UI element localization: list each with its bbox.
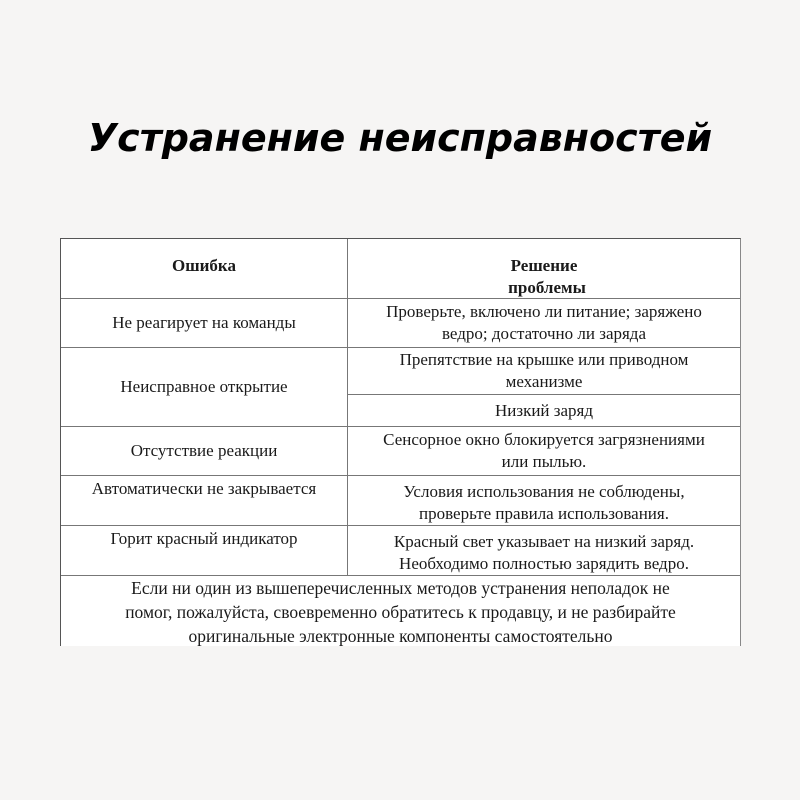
error-cell: [61, 427, 348, 475]
solution-text-line1: Красный свет указывает на низкий заряд.: [393, 531, 695, 551]
header-error-label: Ошибка: [172, 256, 236, 275]
solution-text-line1: Сенсорное окно блокируется загрязнениями: [383, 430, 705, 449]
solution-text-line2: механизме: [505, 372, 583, 391]
solution-text: Низкий заряд: [494, 401, 594, 420]
troubleshooting-table: [60, 238, 741, 646]
error-cell: [61, 476, 348, 525]
page-title: Устранение неисправностей: [87, 116, 713, 160]
table-header-row: [61, 239, 740, 299]
header-solution-line1: Решение: [510, 256, 578, 275]
solution-text-line2: Необходимо полностью зарядить ведро.: [399, 553, 689, 573]
error-cell: [61, 299, 348, 347]
solution-cell: [348, 476, 740, 525]
error-cell: [61, 526, 348, 575]
footer-note: [61, 576, 740, 647]
error-cell: [61, 348, 348, 426]
footer-note-line1: Если ни один из вышеперечисленных методов устранения неполадок не: [131, 577, 670, 598]
solution-text-line2: ведро; достаточно ли заряда: [442, 324, 646, 343]
table-row: [61, 476, 740, 526]
solution-cell: [348, 427, 740, 475]
table-row: [61, 299, 740, 348]
error-text: Автоматически не закрывается: [91, 479, 317, 498]
table-row: [61, 348, 740, 427]
solution-text-line2: проверьте правила использования.: [419, 503, 669, 523]
solution-cell: [348, 299, 740, 347]
solution-text-line1: Условия использования не соблюдены,: [403, 481, 685, 501]
header-solution-line2: проблемы: [508, 278, 586, 297]
error-text: Не реагирует на команды: [112, 313, 296, 332]
error-text: Отсутствие реакции: [130, 441, 278, 460]
footer-note-line2: помог, пожалуйста, своевременно обратитесь к продавцу, и не разбирайте: [125, 601, 676, 622]
solution-text-line1: Проверьте, включено ли питание; заряжено: [386, 302, 702, 321]
header-error: [61, 239, 348, 298]
header-solution: [348, 239, 740, 298]
solution-cell: [348, 395, 740, 427]
footer-note-line3: оригинальные электронные компоненты самостоятельно: [188, 625, 613, 646]
error-text: Горит красный индикатор: [110, 529, 298, 548]
solution-cell: [348, 526, 740, 575]
solution-text-line1: Препятствие на крышке или приводном: [399, 350, 689, 369]
table-footer-row: [61, 576, 740, 647]
solution-text-line2: или пылью.: [501, 452, 587, 471]
table-row: [61, 526, 740, 576]
solution-cell: [348, 348, 740, 395]
error-text: Неисправное открытие: [120, 377, 288, 396]
table-row: [61, 427, 740, 476]
